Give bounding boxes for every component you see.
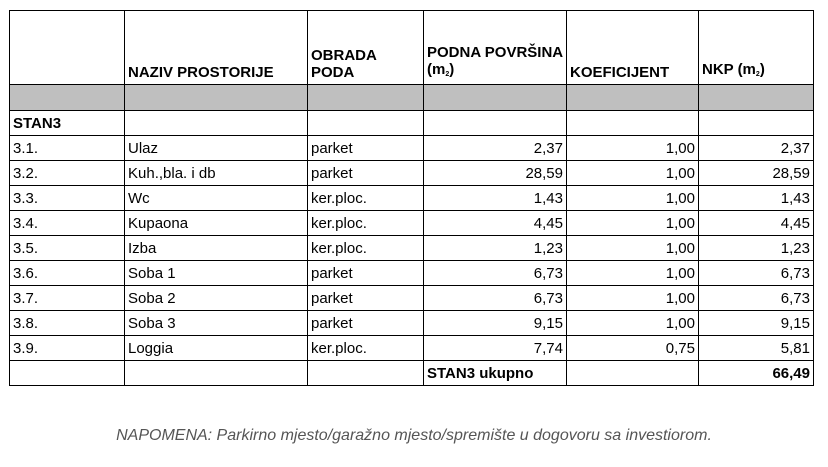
note-text: NAPOMENA: Parkirno mjesto/garažno mjesto/spremište u dogovoru sa investiorom. bbox=[116, 427, 712, 444]
section-row bbox=[10, 111, 814, 136]
total-value: 66,49 bbox=[699, 361, 814, 386]
nkp-value: 6,73 bbox=[699, 286, 814, 311]
table-row bbox=[10, 311, 814, 336]
rooms-table bbox=[9, 10, 814, 386]
table-row bbox=[10, 211, 814, 236]
coefficient: 1,00 bbox=[567, 261, 699, 286]
floor-finish: parket bbox=[308, 286, 424, 311]
room-name: Soba 2 bbox=[125, 286, 308, 311]
floor-area: 7,74 bbox=[424, 336, 567, 361]
coefficient: 1,00 bbox=[567, 186, 699, 211]
floor-area: 4,45 bbox=[424, 211, 567, 236]
floor-finish: parket bbox=[308, 311, 424, 336]
floor-finish: parket bbox=[308, 261, 424, 286]
row-number: 3.2. bbox=[10, 161, 125, 186]
floor-area-label: PODNA POVRŠINA (m bbox=[427, 44, 563, 78]
nkp-unit-index: 2 bbox=[755, 71, 760, 78]
room-name: Ulaz bbox=[125, 136, 308, 161]
row-number: 3.9. bbox=[10, 336, 125, 361]
floor-finish: ker.ploc. bbox=[308, 186, 424, 211]
floor-finish: ker.ploc. bbox=[308, 236, 424, 261]
room-name: Wc bbox=[125, 186, 308, 211]
floor-finish: ker.ploc. bbox=[308, 211, 424, 236]
nkp-value: 5,81 bbox=[699, 336, 814, 361]
coefficient: 1,00 bbox=[567, 286, 699, 311]
nkp-label: NKP (m bbox=[702, 61, 756, 78]
table-row bbox=[10, 161, 814, 186]
row-number: 3.6. bbox=[10, 261, 125, 286]
floor-finish: parket bbox=[308, 136, 424, 161]
header-cell-floor-area bbox=[424, 11, 567, 85]
room-name: Soba 1 bbox=[125, 261, 308, 286]
total-label: STAN3 ukupno bbox=[424, 361, 567, 386]
floor-area: 2,37 bbox=[424, 136, 567, 161]
nkp-value: 6,73 bbox=[699, 261, 814, 286]
header-cell-room-name: NAZIV PROSTORIJE bbox=[125, 11, 308, 85]
nkp-value: 2,37 bbox=[699, 136, 814, 161]
floor-area: 1,23 bbox=[424, 236, 567, 261]
coefficient: 1,00 bbox=[567, 236, 699, 261]
row-number: 3.5. bbox=[10, 236, 125, 261]
coefficient: 0,75 bbox=[567, 336, 699, 361]
total-row bbox=[10, 361, 814, 386]
nkp-value: 1,23 bbox=[699, 236, 814, 261]
floor-area-unit-index: 2 bbox=[445, 71, 450, 78]
coefficient: 1,00 bbox=[567, 136, 699, 161]
section-label: STAN3 bbox=[10, 111, 125, 136]
table-row bbox=[10, 136, 814, 161]
room-name: Kupaona bbox=[125, 211, 308, 236]
header-cell-coefficient: KOEFICIJENT bbox=[567, 11, 699, 85]
nkp-close: ) bbox=[759, 61, 765, 78]
header-row bbox=[10, 11, 814, 85]
table-row bbox=[10, 186, 814, 211]
nkp-value: 9,15 bbox=[699, 311, 814, 336]
header-cell-nkp bbox=[699, 11, 814, 85]
coefficient: 1,00 bbox=[567, 161, 699, 186]
row-number: 3.7. bbox=[10, 286, 125, 311]
table-row bbox=[10, 236, 814, 261]
row-number: 3.3. bbox=[10, 186, 125, 211]
coefficient: 1,00 bbox=[567, 211, 699, 236]
gray-spacer-row bbox=[10, 85, 814, 111]
room-name: Soba 3 bbox=[125, 311, 308, 336]
floor-area: 1,43 bbox=[424, 186, 567, 211]
room-name: Kuh.,bla. i db bbox=[125, 161, 308, 186]
coefficient: 1,00 bbox=[567, 311, 699, 336]
floor-area: 6,73 bbox=[424, 286, 567, 311]
header-cell-number bbox=[10, 11, 125, 85]
nkp-value: 1,43 bbox=[699, 186, 814, 211]
floor-area-close: ) bbox=[449, 61, 455, 78]
floor-area: 9,15 bbox=[424, 311, 567, 336]
floor-area: 6,73 bbox=[424, 261, 567, 286]
table-row bbox=[10, 261, 814, 286]
nkp-value: 28,59 bbox=[699, 161, 814, 186]
nkp-value: 4,45 bbox=[699, 211, 814, 236]
row-number: 3.8. bbox=[10, 311, 125, 336]
floor-finish: parket bbox=[308, 161, 424, 186]
room-name: Loggia bbox=[125, 336, 308, 361]
floor-finish: ker.ploc. bbox=[308, 336, 424, 361]
header-cell-floor-finish: OBRADA PODA bbox=[308, 11, 424, 85]
table-row bbox=[10, 286, 814, 311]
table-row bbox=[10, 336, 814, 361]
row-number: 3.4. bbox=[10, 211, 125, 236]
row-number: 3.1. bbox=[10, 136, 125, 161]
floor-area: 28,59 bbox=[424, 161, 567, 186]
room-name: Izba bbox=[125, 236, 308, 261]
